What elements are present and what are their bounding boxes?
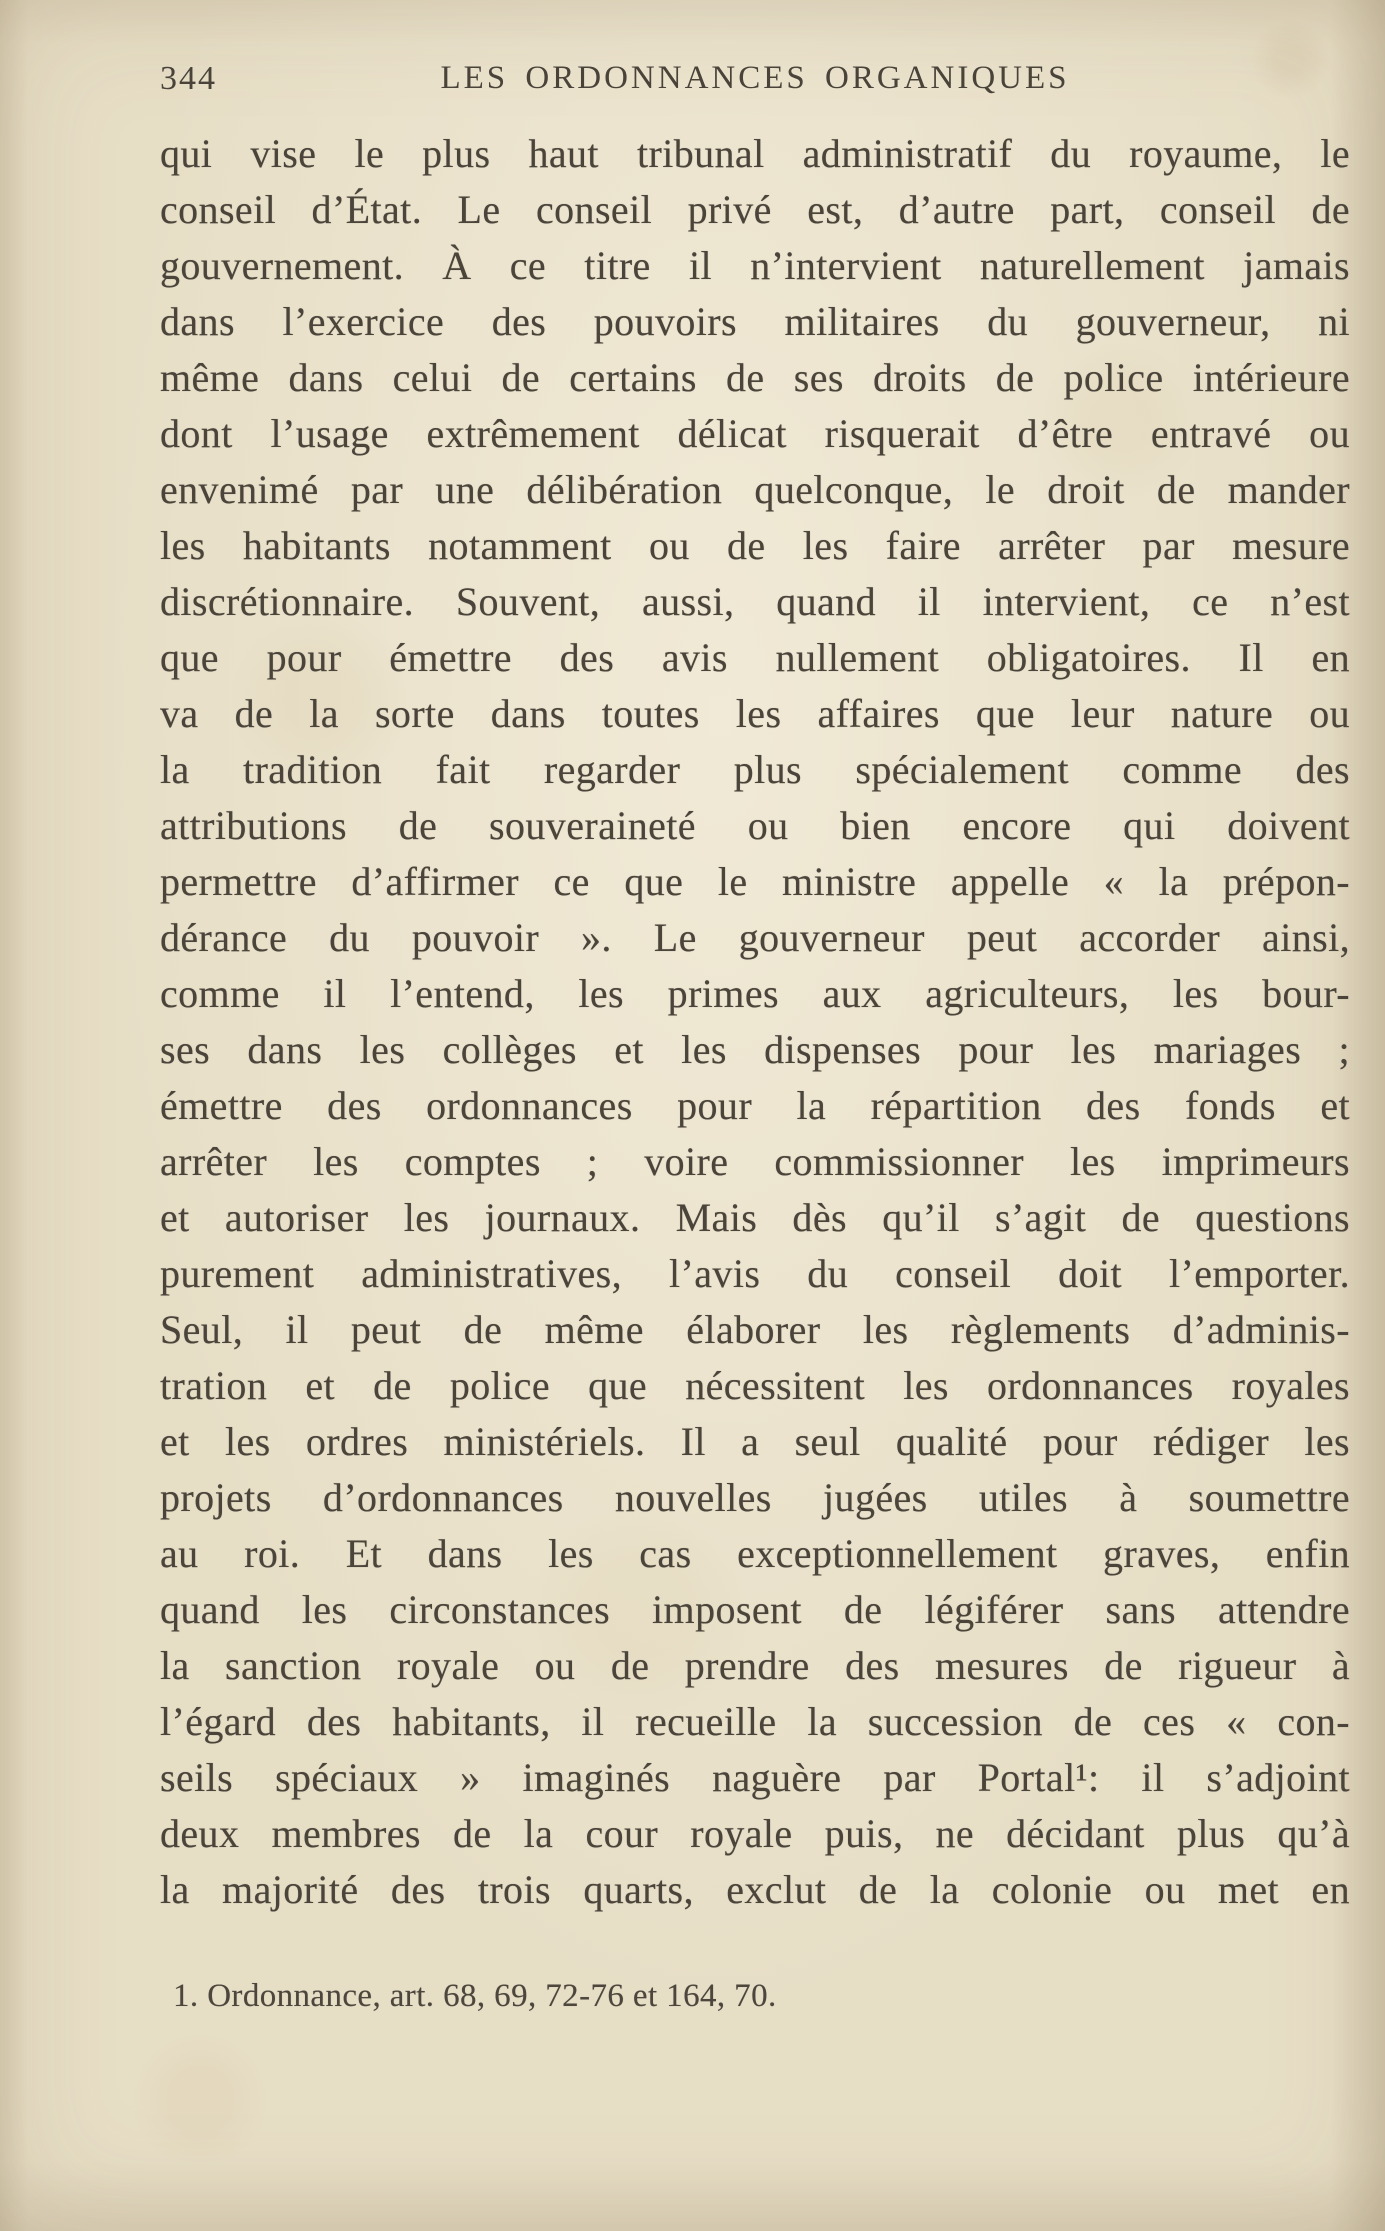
text-line: que pour émettre des avis nullement obligatoires. Il en xyxy=(160,635,1350,680)
running-title: LES ORDONNANCES ORGANIQUES xyxy=(440,60,1070,96)
text-line: discrétionnaire. Souvent, aussi, quand il intervient, ce n’est xyxy=(160,579,1350,624)
text-line: ses dans les collèges et les dispenses pour les mariages ; xyxy=(160,1027,1350,1072)
running-head xyxy=(160,60,1350,100)
text-line: quand les circonstances imposent de légiférer sans attendre xyxy=(160,1587,1350,1632)
text-line: et les ordres ministériels. Il a seul qualité pour rédiger les xyxy=(160,1419,1350,1464)
text-line: même dans celui de certains de ses droits de police intérieure xyxy=(160,355,1350,400)
text-line: arrêter les comptes ; voire commissionner les imprimeurs xyxy=(160,1139,1350,1184)
text-line: dont l’usage extrêmement délicat risquerait d’être entravé ou xyxy=(160,411,1350,456)
text-line: seils spéciaux » imaginés naguère par Portal¹: il s’adjoint xyxy=(160,1755,1350,1800)
text-line: la majorité des trois quarts, exclut de la colonie ou met en xyxy=(160,1867,1350,1912)
text-line: deux membres de la cour royale puis, ne décidant plus qu’à xyxy=(160,1811,1350,1856)
page-number: 344 xyxy=(160,60,217,97)
text-line: l’égard des habitants, il recueille la succession de ces « con- xyxy=(160,1699,1350,1744)
text-line: va de la sorte dans toutes les affaires que leur nature ou xyxy=(160,691,1350,736)
text-line: purement administratives, l’avis du conseil doit l’emporter. xyxy=(160,1251,1350,1296)
text-line: au roi. Et dans les cas exceptionnellement graves, enfin xyxy=(160,1531,1350,1576)
text-line: conseil d’État. Le conseil privé est, d’autre part, conseil de xyxy=(160,187,1350,232)
text-line: permettre d’affirmer ce que le ministre appelle « la prépon- xyxy=(160,859,1350,904)
text-line: dans l’exercice des pouvoirs militaires du gouverneur, ni xyxy=(160,299,1350,344)
text-line: envenimé par une délibération quelconque, le droit de mander xyxy=(160,467,1350,512)
text-line: dérance du pouvoir ». Le gouverneur peut accorder ainsi, xyxy=(160,915,1350,960)
text-line: la sanction royale ou de prendre des mesures de rigueur à xyxy=(160,1643,1350,1688)
text-line: tration et de police que nécessitent les ordonnances royales xyxy=(160,1363,1350,1408)
text-line: qui vise le plus haut tribunal administratif du royaume, le xyxy=(160,131,1350,176)
text-line: gouvernement. À ce titre il n’intervient naturellement jamais xyxy=(160,243,1350,288)
footnote: 1. Ordonnance, art. 68, 69, 72-76 et 164, 70. xyxy=(173,1978,777,2014)
text-line: Seul, il peut de même élaborer les règlements d’adminis- xyxy=(160,1307,1350,1352)
text-line: les habitants notamment ou de les faire arrêter par mesure xyxy=(160,523,1350,568)
text-line: projets d’ordonnances nouvelles jugées utiles à soumettre xyxy=(160,1475,1350,1520)
body-text xyxy=(160,126,1350,1918)
text-line: comme il l’entend, les primes aux agriculteurs, les bour- xyxy=(160,971,1350,1016)
text-line: émettre des ordonnances pour la répartition des fonds et xyxy=(160,1083,1350,1128)
text-line: la tradition fait regarder plus spécialement comme des xyxy=(160,747,1350,792)
text-line: attributions de souveraineté ou bien encore qui doivent xyxy=(160,803,1350,848)
text-line: et autoriser les journaux. Mais dès qu’il s’agit de questions xyxy=(160,1195,1350,1240)
